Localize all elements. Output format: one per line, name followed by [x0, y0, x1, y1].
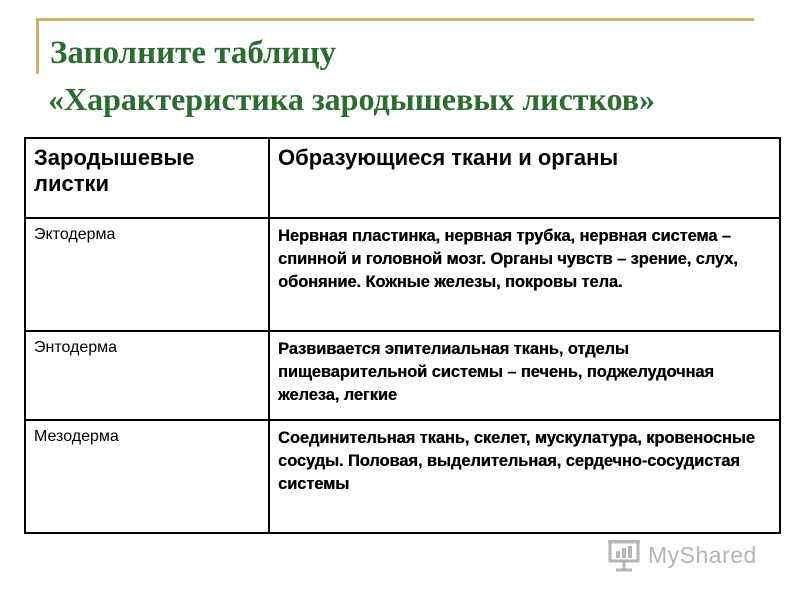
- decor-line-top: [36, 18, 754, 21]
- presentation-board-icon: [606, 537, 642, 573]
- table-header-row: [25, 138, 780, 218]
- layer-name: Мезодерма: [25, 420, 269, 533]
- header-tissues-organs: Образующиеся ткани и органы: [269, 138, 780, 218]
- table-row: [25, 218, 780, 331]
- layer-name: Эктодерма: [25, 218, 269, 331]
- layer-description: Нервная пластинка, нервная трубка, нервная система – спинной и головной мозг. Органы чувств – зрение, слух, обоняние. Кожные железы, покровы тела.: [269, 218, 780, 331]
- layer-description: Соединительная ткань, скелет, мускулатура, кровеносные сосуды. Половая, выделительная, сердечно-сосудистая системы: [269, 420, 780, 533]
- slide-title: [50, 30, 790, 122]
- germ-layers-table: [24, 137, 781, 534]
- decor-line-left: [36, 18, 39, 74]
- watermark-text: MyShared: [648, 541, 757, 568]
- slide-title-line2: «Характеристика зародышевых листков»: [48, 81, 656, 117]
- myshared-watermark: [606, 537, 757, 573]
- table-row: [25, 420, 780, 533]
- layer-name: Энтодерма: [25, 331, 269, 420]
- header-germ-layers: Зародышевые листки: [25, 138, 269, 218]
- layer-description: Развивается эпителиальная ткань, отделы пищеварительной системы – печень, поджелудочная железа, легкие: [269, 331, 780, 420]
- table-row: [25, 331, 780, 420]
- slide-title-line1: Заполните таблицу: [50, 35, 337, 71]
